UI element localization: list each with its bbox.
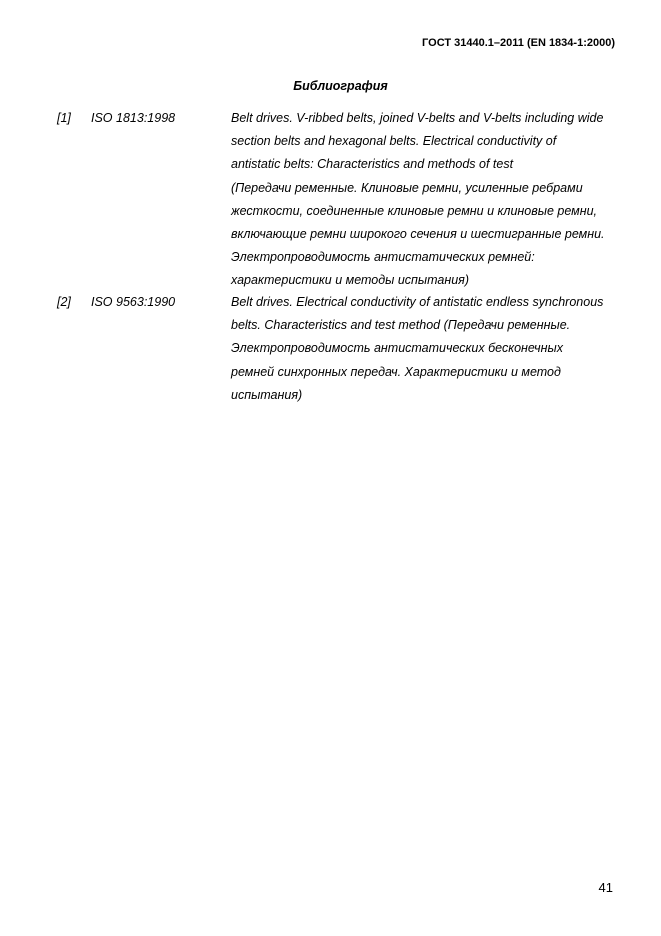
description-line: Belt drives. V-ribbed belts, joined V-belts and V-belts including wide [231,111,604,125]
description-line: ремней синхронных передач. Характеристики и метод [231,364,561,379]
description-line: belts. Characteristics and test method (Передачи ременные. [231,318,571,333]
description-line: Электропроводимость антистатических ремней: [231,250,535,265]
bibliography-entry-standard-code: ISO 9563:1990 [91,295,176,309]
document-code-header: ГОСТ 31440.1–2011 (EN 1834-1:2000) [422,37,615,49]
description-line: Электропроводимость антистатических бесконечных [231,341,563,356]
bibliography-entry-description [231,291,641,407]
bibliography-entry-description [231,107,641,293]
description-line: характеристики и методы испытания) [231,273,470,288]
description-line: включающие ремни широкого сечения и шестигранные ремни. [231,227,605,242]
bibliography-entry-standard-code: ISO 1813:1998 [91,111,176,125]
description-line: antistatic belts: Characteristics and methods of test [231,157,514,172]
page-number: 41 [598,880,613,895]
bibliography-entry-number: [2] [57,295,71,309]
section-title: Библиография [293,79,388,93]
description-line: Belt drives. Electrical conductivity of antistatic endless synchronous [231,295,604,309]
description-line: section belts and hexagonal belts. Electrical conductivity of [231,134,557,149]
description-line: жесткости, соединенные клиновые ремни и клиновые ремни, [231,203,598,218]
description-line: (Передачи ременные. Клиновые ремни, усиленные ребрами [231,180,583,195]
description-line: испытания) [231,387,303,402]
bibliography-entry-number: [1] [57,111,71,125]
